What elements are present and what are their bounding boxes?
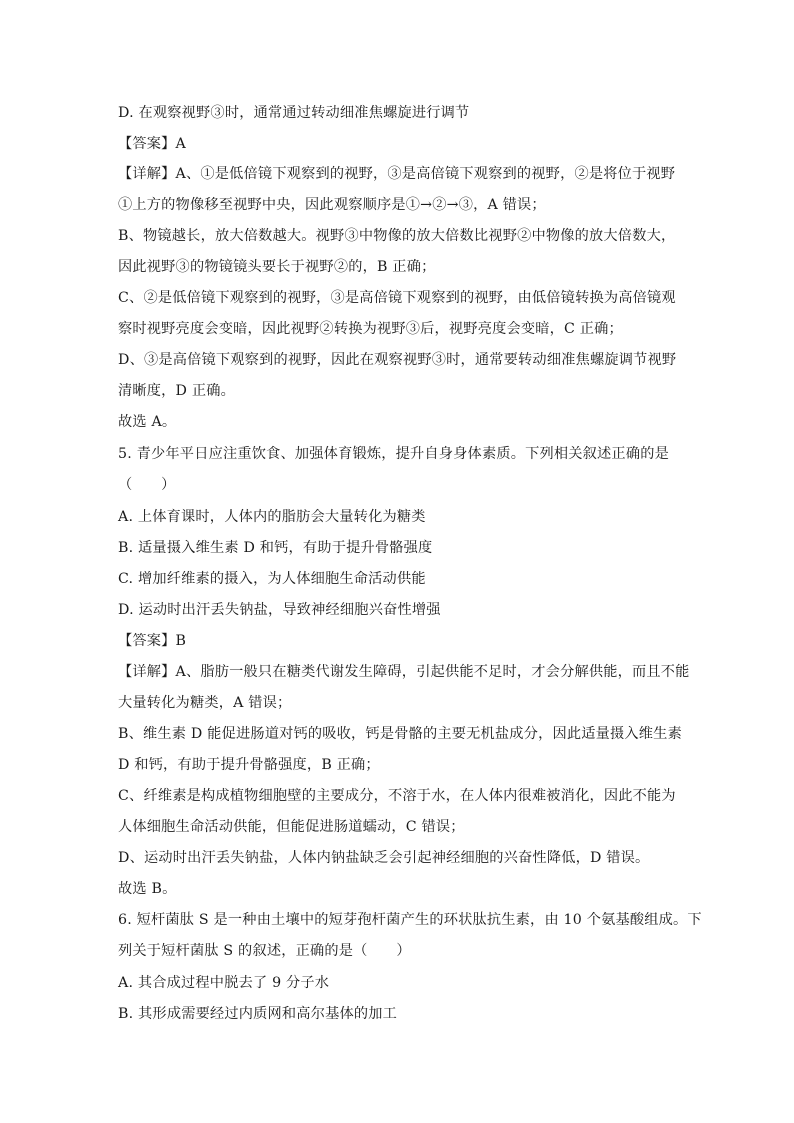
- answer-label: 【答案】A: [118, 136, 186, 152]
- explanation-line: B、维生素 D 能促进肠道对钙的吸收，钙是骨骼的主要无机盐成分，因此适量摄入维生素: [118, 726, 682, 742]
- explanation-line: 清晰度，D 正确。: [118, 383, 235, 399]
- explanation-line: D、运动时出汗丢失钠盐，人体内钠盐缺乏会引起神经细胞的兴奋性降低，D 错误。: [118, 850, 650, 866]
- explanation-line: 【详解】A、①是低倍镜下观察到的视野，③是高倍镜下观察到的视野，②是将位于视野: [118, 166, 676, 182]
- text-line: D. 在观察视野③时，通常通过转动细准焦螺旋进行调节: [118, 105, 470, 121]
- option-a: A. 上体育课时，人体内的脂肪会大量转化为糖类: [118, 509, 426, 525]
- option-b: B. 其形成需要经过内质网和高尔基体的加工: [118, 1006, 398, 1022]
- explanation-line: B、物镜越长，放大倍数越大。视野③中物像的放大倍数比视野②中物像的放大倍数大，: [118, 228, 676, 244]
- explanation-line: 大量转化为糖类，A 错误；: [118, 695, 292, 711]
- question-5-stem: （ ）: [118, 477, 176, 493]
- explanation-line: C、纤维素是构成植物细胞壁的主要成分，不溶于水，在人体内很难被消化，因此不能为: [118, 788, 676, 804]
- explanation-line: 人体细胞生命活动供能，但能促进肠道蠕动，C 错误；: [118, 819, 465, 835]
- explanation-line: 察时视野亮度会变暗，因此视野②转换为视野③后，视野亮度会变暗，C 正确；: [118, 321, 623, 337]
- option-d: D. 运动时出汗丢失钠盐，导致神经细胞兴奋性增强: [118, 602, 441, 618]
- explanation-line: 因此视野③的物镜镜头要长于视野②的，B 正确；: [118, 259, 436, 275]
- question-6-stem: 6. 短杆菌肽 S 是一种由土壤中的短芽孢杆菌产生的环状肽抗生素，由 10 个氨基酸组成。下: [118, 912, 702, 928]
- conclusion-line: 故选 B。: [118, 881, 177, 897]
- explanation-line: D、③是高倍镜下观察到的视野，因此在观察视野③时，通常要转动细准焦螺旋调节视野: [118, 352, 677, 368]
- option-c: C. 增加纤维素的摄入，为人体细胞生命活动供能: [118, 571, 426, 587]
- explanation-line: C、②是低倍镜下观察到的视野，③是高倍镜下观察到的视野，由低倍镜转换为高倍镜观: [118, 290, 676, 306]
- explanation-line: ①上方的物像移至视野中央，因此观察顺序是①→②→③，A 错误；: [118, 197, 546, 213]
- explanation-line: 【详解】A、脂肪一般只在糖类代谢发生障碍，引起供能不足时，才会分解供能，而且不能: [118, 664, 690, 680]
- conclusion-line: 故选 A。: [118, 414, 177, 430]
- option-a: A. 其合成过程中脱去了 9 分子水: [118, 975, 330, 991]
- answer-label: 【答案】B: [118, 633, 187, 649]
- explanation-line: D 和钙，有助于提升骨骼强度，B 正确；: [118, 757, 380, 773]
- question-6-stem: 列关于短杆菌肽 S 的叙述，正确的是（ ）: [118, 943, 411, 959]
- question-5-stem: 5. 青少年平日应注重饮食、加强体育锻炼，提升自身身体素质。下列相关叙述正确的是: [118, 446, 669, 462]
- option-b: B. 适量摄入维生素 D 和钙，有助于提升骨骼强度: [118, 540, 433, 556]
